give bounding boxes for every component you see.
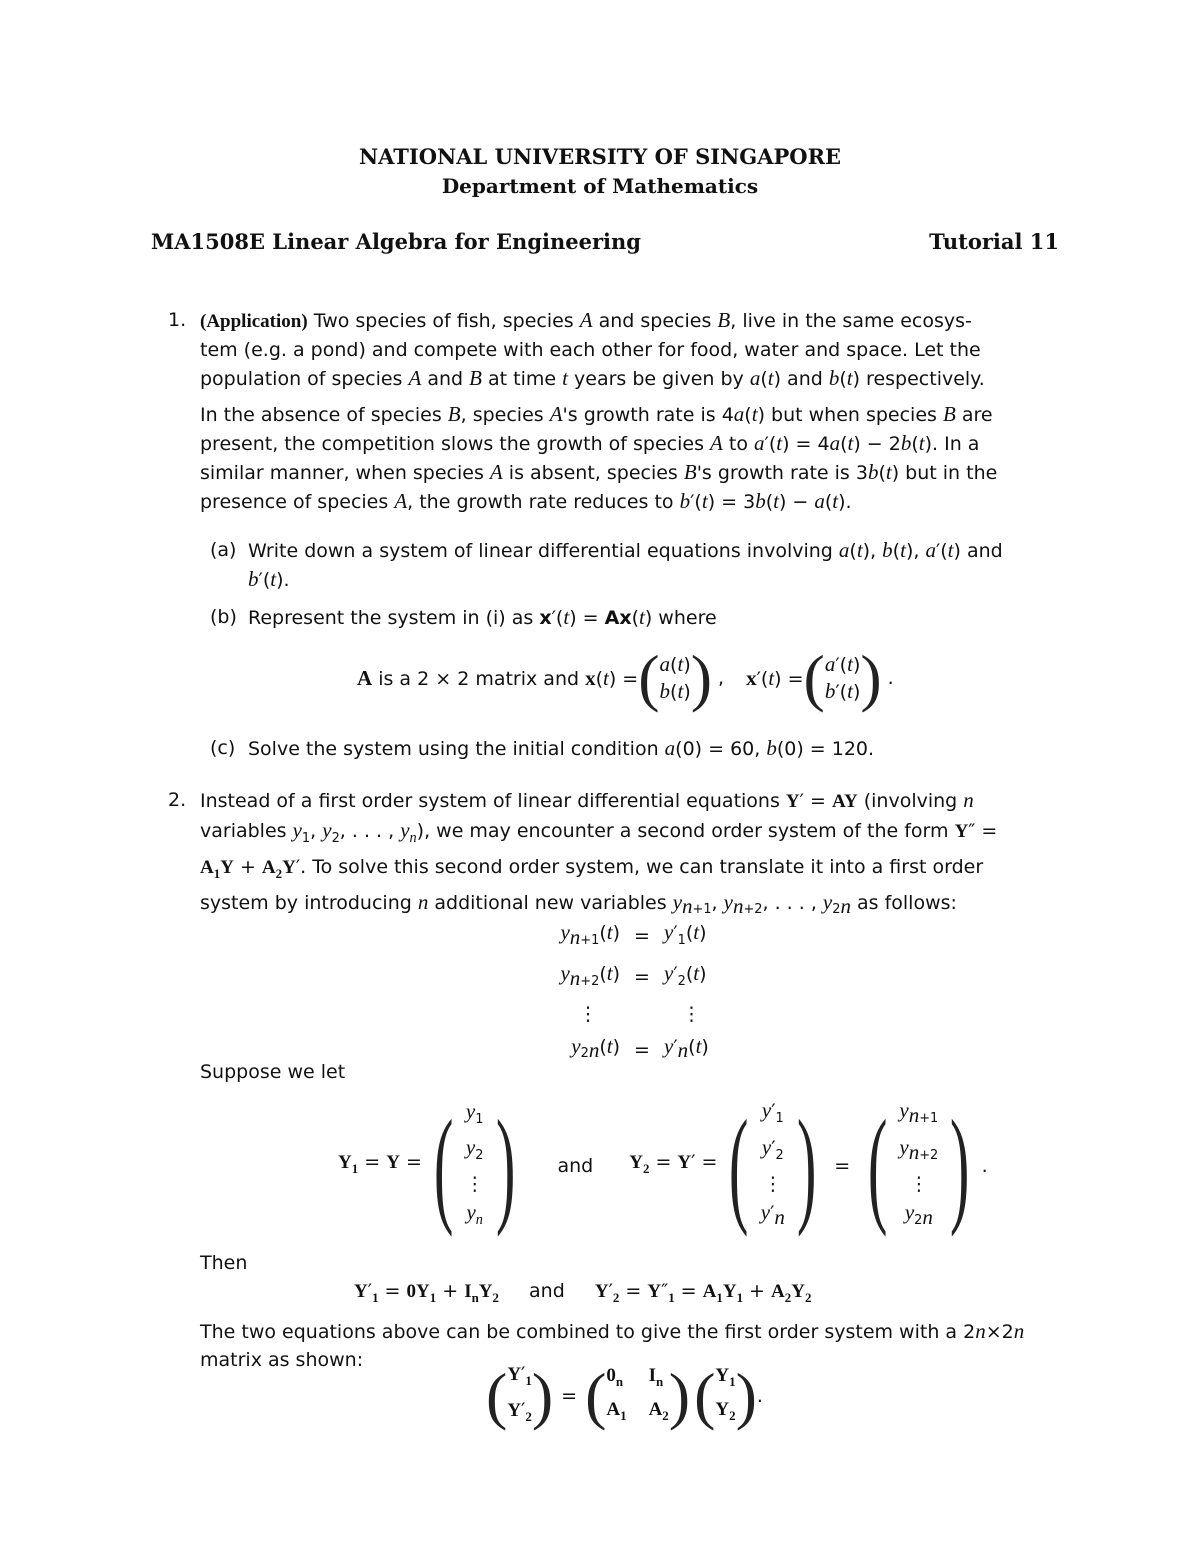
and-word-2: and bbox=[529, 1280, 565, 1302]
and-word-1: and bbox=[557, 1154, 594, 1177]
q2-suppose: Suppose we let bbox=[200, 1061, 346, 1083]
department-title: Department of Mathematics bbox=[441, 174, 759, 198]
university-title: NATIONAL UNIVERSITY OF SINGAPORE bbox=[358, 144, 842, 169]
q1-tag: (Application) bbox=[200, 311, 308, 332]
q1-number: 1. bbox=[168, 309, 187, 331]
q1-a-text: Write down a system of linear differential equations involving a(t), b(t), a′(t) and b′(t). bbox=[248, 538, 1003, 591]
q2-combine: The two equations above can be combined to give the first order system with a 2n×2n matrix as shown: bbox=[200, 1319, 1025, 1371]
q2-number: 2. bbox=[168, 789, 187, 811]
x-vector: ( a(t) b(t) ) bbox=[638, 642, 713, 713]
then-equations: $Y'_1 = 0Y_1 + I_nY_2$ and $Y'_2 = Y''_1 = A_1Y_1 + A_2Y_2$ bbox=[354, 1280, 812, 1305]
q1-b-label: (b) bbox=[210, 606, 237, 628]
q1-intro-2: In the absence of species B, species A's growth rate is 4a(t) but when species B are present, the competition slows the growth of species A to a′(t) = 4a(t) − 2b(t). In a similar manner, when species A is absent, species B's growth rate is 3b(t) but in the presence of species A, the growth rate reduces to b′(t) = 3b(t) − a(t). bbox=[200, 402, 998, 513]
y-column: ( $y_1$ $y_2$ ⋮ $y_n$ ) bbox=[433, 1093, 516, 1238]
q2-then: Then bbox=[200, 1252, 248, 1274]
tutorial-label: Tutorial 11 bbox=[929, 229, 1059, 254]
y-prime-column: ( $y'_1$ $y'_2$ ⋮ $y'_n$ ) bbox=[729, 1093, 817, 1238]
q1-c-label: (c) bbox=[210, 737, 236, 759]
q1-a-label: (a) bbox=[210, 539, 237, 561]
x-prime-vector: ( a′(t) b′(t) ) bbox=[803, 642, 882, 713]
q1-intro-1: (Application) Two species of fish, species A and species B, live in the same ecosys- tem (e.g. a pond) and compete with each other for food, water and space. Let the population of species A and B at time t years be given by a(t) and b(t) respectively. bbox=[200, 308, 985, 390]
q1-c-text: Solve the system using the initial condition a(0) = 60, b(0) = 120. bbox=[248, 736, 875, 760]
y-n-plus-column: ( $y_{n+1}$ $y_{n+2}$ ⋮ $y_{2n}$ ) bbox=[868, 1093, 970, 1238]
q2-intro: Instead of a first order system of linear differential equations Y′ = AY (involving n variables $y_1$, $y_2$, . . . , $y_n$), we may encounter a second order system of the form Y″ = $A_1Y + A_2Y'$. To solve this second order system, we can translate it into a first order system by introducing n additional new variables $y_{n+1}$, $y_{n+2}$, . . . , $y_{2n}$ as follows: bbox=[200, 788, 998, 919]
course-title: MA1508E Linear Algebra for Engineering bbox=[151, 229, 641, 254]
q1-b-display: A is a 2 × 2 matrix and x(t) = ( a(t) b(t) ) , x′(t) = ( a′(t) b′(t) ) . bbox=[357, 642, 894, 713]
y-vectors-display: $Y_1 = Y$ = ( $y_1$ $y_2$ ⋮ $y_n$ ) and $Y_2 = Y'$ = ( $y'_1$ $y'_2$ ⋮ $y'_n$ ) = ( $y_{n+1}$ $y_{n+2}$ ⋮ $y_{2n}$ ) . bbox=[338, 1093, 988, 1238]
substitution-table: $y_{n+1}(t)$ = $y'_1(t)$ $y_{n+2}(t)$ = $y'_2(t)$ ⋮ ⋮ $y_{2n}(t)$ = $y'_n(t)$ bbox=[560, 920, 709, 1063]
block-matrix-display: ( $Y'_1$ $Y'_2$ ) = ( $0_n$ $I_n$ $A_1$ $A_2$ ) ( $Y_1$ $Y_2$ ) . bbox=[486, 1360, 763, 1431]
q1-b-text: Represent the system in (i) as x′(t) = Ax(t) where bbox=[248, 605, 717, 629]
